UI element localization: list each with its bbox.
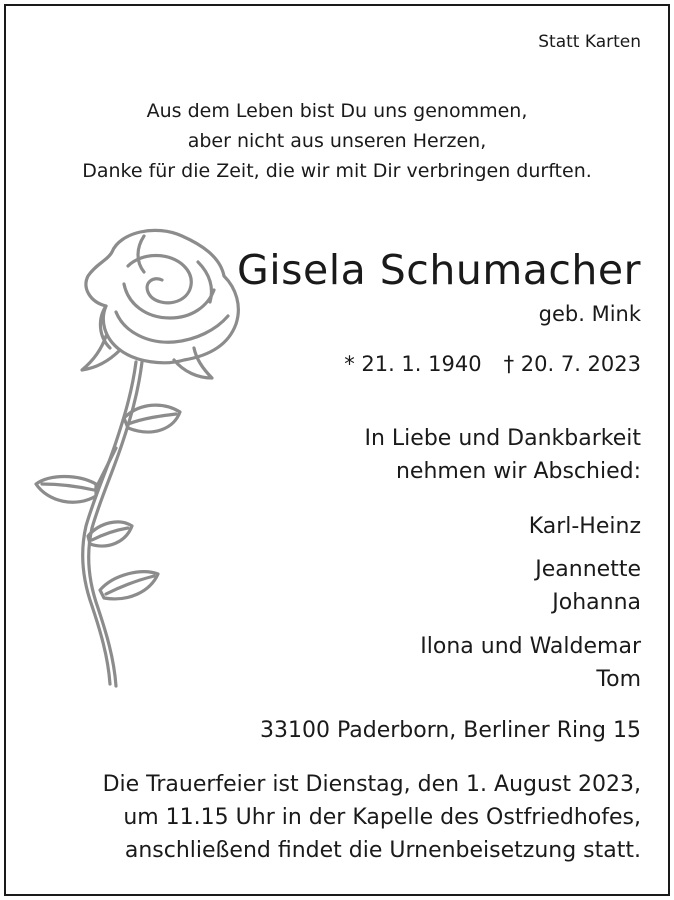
family-group <box>535 553 641 619</box>
death-date: † 20. 7. 2023 <box>503 352 641 376</box>
rose-sepal <box>82 336 120 370</box>
ceremony-line: Die Trauerfeier ist Dienstag, den 1. August 2023, <box>102 772 641 797</box>
verse-line: aber nicht aus unseren Herzen, <box>187 130 487 152</box>
rose-leaf-vein <box>128 414 176 424</box>
ceremony-details <box>103 768 641 867</box>
farewell-intro <box>365 422 642 488</box>
rose-petal-fold <box>138 236 144 272</box>
ceremony-line: anschließend findet die Urnenbeisetzung statt. <box>124 838 641 863</box>
verse <box>0 96 674 186</box>
family-member: Karl-Heinz <box>528 514 641 539</box>
rose-leaf-vein <box>42 484 94 490</box>
rose-petal-swirl <box>124 284 214 318</box>
header-note: Statt Karten <box>538 32 641 52</box>
family-member: Johanna <box>552 590 641 615</box>
verse-line: Danke für die Zeit, die wir mit Dir verbringen durften. <box>82 160 592 182</box>
family-group <box>529 510 641 543</box>
address: 33100 Paderborn, Berliner Ring 15 <box>259 718 641 743</box>
family-member: Ilona und Waldemar <box>420 634 641 659</box>
ceremony-line: um 11.15 Uhr in der Kapelle des Ostfriedhofes, <box>123 805 641 830</box>
life-dates <box>344 352 641 376</box>
maiden-name: geb. Mink <box>538 302 641 326</box>
verse-line: Aus dem Leben bist Du uns genommen, <box>146 100 528 122</box>
family-group <box>420 630 641 696</box>
birth-date: * 21. 1. 1940 <box>344 352 482 376</box>
intro-line: nehmen wir Abschied: <box>395 459 641 484</box>
deceased-name: Gisela Schumacher <box>236 246 641 294</box>
rose-illustration <box>24 222 256 712</box>
family-member: Jeannette <box>535 557 641 582</box>
intro-line: In Liebe und Dankbarkeit <box>364 426 641 451</box>
family-member: Tom <box>596 667 641 692</box>
